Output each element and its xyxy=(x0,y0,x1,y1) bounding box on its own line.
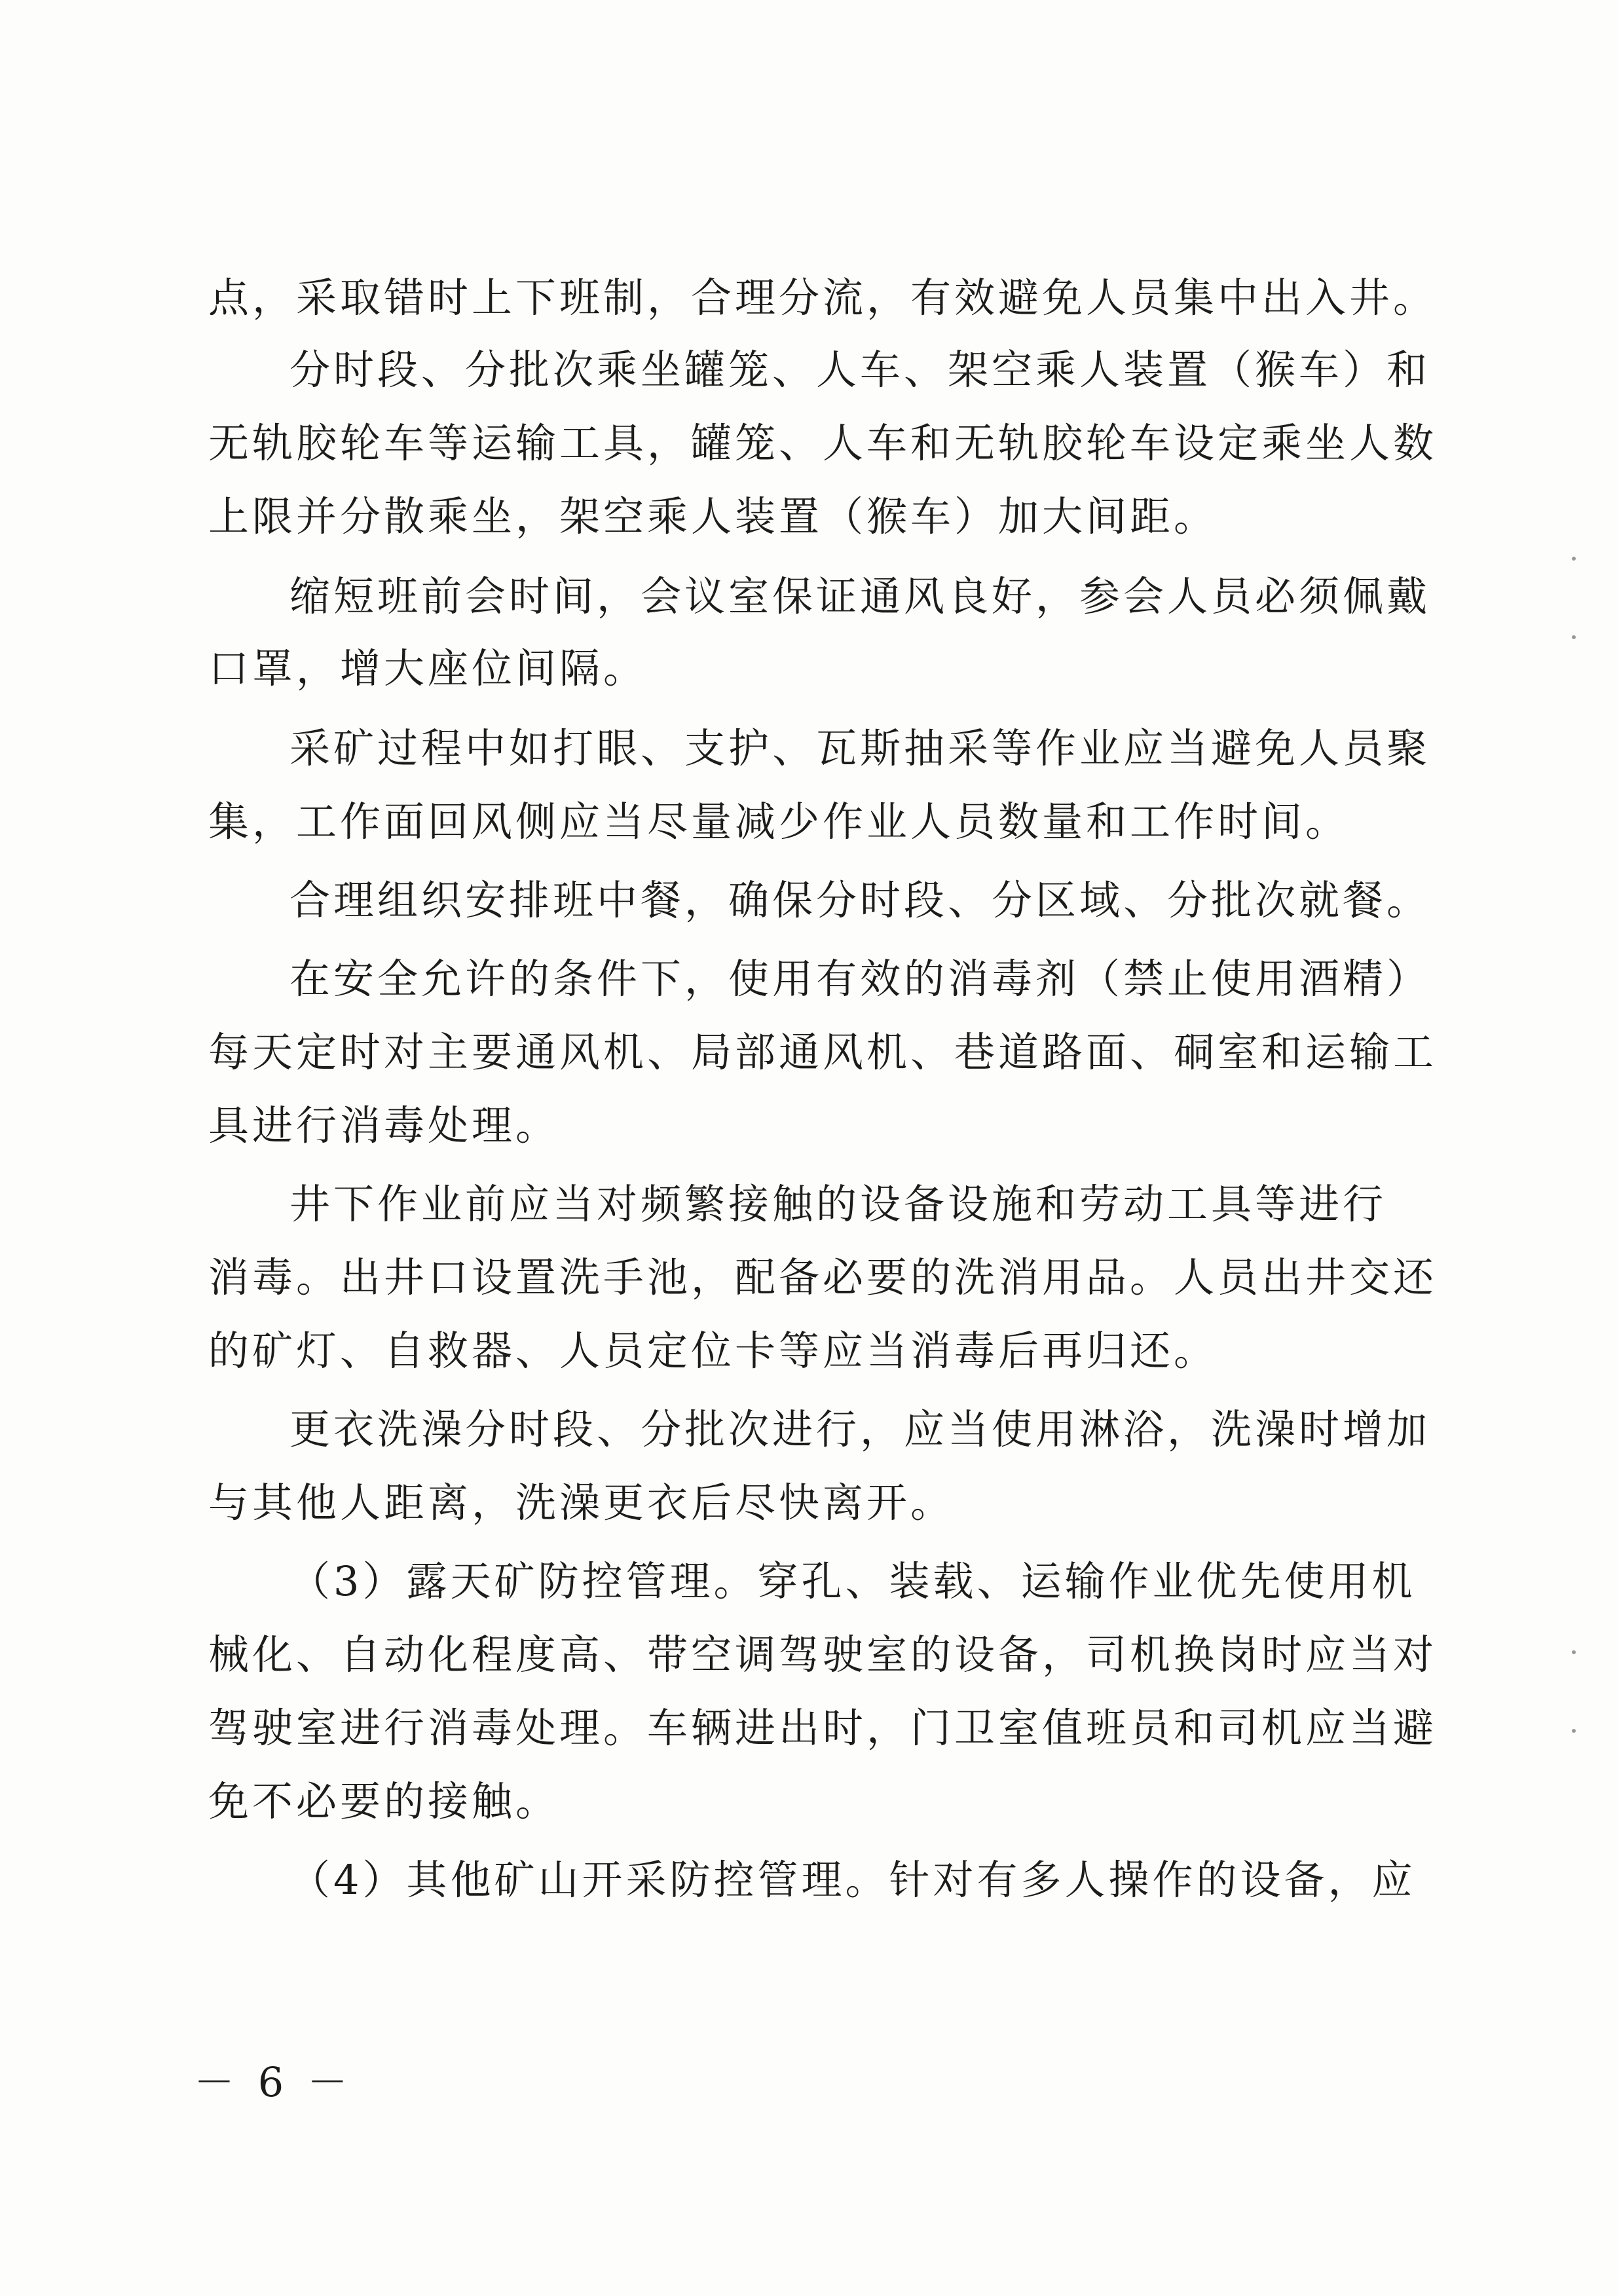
text-line: 驾驶室进行消毒处理。车辆进出时，门卫室值班员和司机应当避 xyxy=(208,1704,1438,1752)
scan-speck xyxy=(1572,1650,1576,1654)
text-line: 分时段、分批次乘坐罐笼、人车、架空乘人装置（猴车）和 xyxy=(289,346,1431,394)
text-line: 消毒。出井口设置洗手池，配备必要的洗消用品。人员出井交还 xyxy=(208,1253,1438,1301)
text-line: 在安全允许的条件下，使用有效的消毒剂（禁止使用酒精） xyxy=(289,955,1431,1003)
page-number: － 6 － xyxy=(194,2058,353,2106)
text-line: 具进行消毒处理。 xyxy=(208,1102,560,1149)
text-line: 点，采取错时上下班制，合理分流，有效避免人员集中出入井。 xyxy=(208,274,1438,322)
text-line: 上限并分散乘坐，架空乘人装置（猴车）加大间距。 xyxy=(208,492,1218,540)
text-line: 口罩，增大座位间隔。 xyxy=(208,644,648,692)
text-line: 缩短班前会时间，会议室保证通风良好，参会人员必须佩戴 xyxy=(289,572,1431,620)
text-line: 更衣洗澡分时段、分批次进行，应当使用淋浴，洗澡时增加 xyxy=(289,1405,1431,1453)
text-line: 采矿过程中如打眼、支护、瓦斯抽采等作业应当避免人员聚 xyxy=(289,724,1431,772)
text-line: （4）其他矿山开采防控管理。针对有多人操作的设备，应 xyxy=(289,1856,1416,1904)
text-line: 免不必要的接触。 xyxy=(208,1777,560,1825)
scan-speck xyxy=(1572,557,1576,561)
text-line: 无轨胶轮车等运输工具，罐笼、人车和无轨胶轮车设定乘坐人数 xyxy=(208,419,1438,467)
text-line: 械化、自动化程度高、带空调驾驶室的设备，司机换岗时应当对 xyxy=(208,1631,1438,1678)
text-line: 每天定时对主要通风机、局部通风机、巷道路面、硐室和运输工 xyxy=(208,1028,1438,1076)
text-line: 与其他人距离，洗澡更衣后尽快离开。 xyxy=(208,1479,955,1527)
scan-speck xyxy=(1572,635,1576,639)
text-line: 井下作业前应当对频繁接触的设备设施和劳动工具等进行 xyxy=(289,1180,1387,1228)
text-line: 合理组织安排班中餐，确保分时段、分区域、分批次就餐。 xyxy=(289,876,1431,924)
text-line: 集，工作面回风侧应当尽量减少作业人员数量和工作时间。 xyxy=(208,798,1350,845)
scan-speck xyxy=(1572,1729,1576,1733)
text-line: （3）露天矿防控管理。穿孔、装载、运输作业优先使用机 xyxy=(289,1557,1416,1605)
text-line: 的矿灯、自救器、人员定位卡等应当消毒后再归还。 xyxy=(208,1327,1218,1375)
